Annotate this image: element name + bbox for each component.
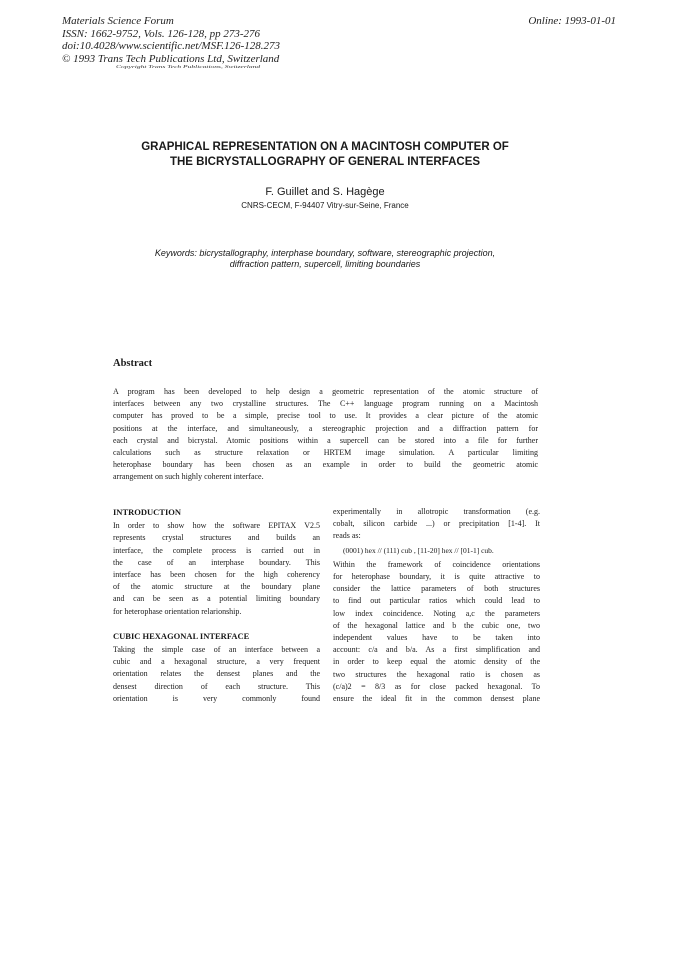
body-line: experimentally in allotropic transformation (e.g. [333, 507, 540, 516]
body-line: (c/a)2 = 8/3 as for close packed hexagonal. To [333, 681, 540, 691]
body-line: for heterophase boundary, it is quite attractive to [333, 572, 540, 582]
body-line: the case of an interphase boundary. This [113, 557, 320, 567]
body-line: two structures the hexagonal ratio is chosen as [333, 669, 540, 679]
authors: F. Guillet and S. Hagège [265, 186, 385, 198]
body-line: Within the framework of coincidence orientations [333, 559, 540, 569]
title-line-2: THE BICRYSTALLOGRAPHY OF GENERAL INTERFACES [169, 156, 481, 168]
body-line: In order to show how the software EPITAX V2.5 [113, 521, 320, 531]
journal-issn: ISSN: 1662-9752, Vols. 126-128, pp 273-276 [62, 27, 260, 40]
abstract-line: positions at the interface, and simultaneously, a stereographic projection and a diffraction pattern for [113, 423, 538, 433]
abstract-heading: Abstract [113, 358, 153, 369]
copyright-stamp: Copyright Trans Tech Publications, Switzerland [116, 64, 261, 69]
abstract-line: interfaces between any two crystalline structures. The C++ language program running on a Macintosh [113, 399, 538, 409]
journal-header [62, 15, 280, 65]
keywords-line-2: diffraction pattern, supercell, limiting boundaries [229, 259, 421, 269]
body-line: consider the lattice parameters of both structures [333, 584, 540, 594]
body-line: of the hexagonal lattice and b the cubic one, two [333, 620, 540, 630]
orientation-equation: (0001) hex // (111) cub , [11-20] hex // [01-1] cub. [343, 545, 494, 555]
section-gap [113, 618, 320, 630]
journal-doi[interactable]: doi:10.4028/www.scientific.net/MSF.126-128.273 [62, 40, 281, 52]
body-line: reads as: [333, 531, 361, 541]
body-line: ensure the ideal fit in the common densest plane [333, 694, 540, 704]
abstract-line: calculations such as structure relaxation or HRTEM image simulation. A particular limiting [113, 448, 538, 458]
body-line: orientation relates the densest planes and the [113, 669, 320, 679]
abstract-line: A program has been developed to help design a geometric representation of the atomic structure of [113, 387, 538, 396]
body-line: represents crystal structures and builds an [113, 533, 320, 543]
section-heading-introduction: INTRODUCTION [113, 507, 182, 517]
body-line: for heterophase orientation relarionship. [113, 606, 242, 616]
body-line: account: c/a and b/a. As a first simplification and [333, 645, 540, 655]
body-line: Taking the simple case of an interface between a [113, 645, 320, 655]
abstract-body [113, 386, 538, 484]
body-line: in order to keep equal the atomic density of the [333, 657, 540, 667]
section-heading-cubic-hexagonal: CUBIC HEXAGONAL INTERFACE [113, 630, 250, 641]
body-line: of the atomic structure at the boundary plane [113, 582, 320, 592]
online-date: Online: 1993-01-01 [528, 15, 616, 27]
affiliation: CNRS-CECM, F-94407 Vitry-sur-Seine, France [241, 201, 409, 210]
title-line-1: GRAPHICAL REPRESENTATION ON A MACINTOSH COMPUTER OF [141, 141, 509, 153]
abstract-line: heterophase boundary has been chosen as an example in order to build the geometric atomic [113, 460, 538, 470]
body-line: low index coincidence. Noting a,c the parameters [333, 608, 540, 618]
body-line: and can be seen as a potential limiting boundary [113, 594, 320, 604]
body-line: densest direction of each structure. This [113, 681, 320, 691]
keywords [120, 248, 530, 270]
body-line: independent values have to be taken into [333, 633, 540, 643]
right-column [333, 506, 540, 705]
body-line: to find out particular ratios which could lead to [333, 596, 540, 606]
left-column [113, 506, 320, 705]
body-line: interface has been chosen for the high coherency [113, 570, 320, 580]
abstract-line: each crystal and bicrystal. Atomic positions within a supercell can be stored into a file for further [113, 435, 538, 445]
journal-publisher: © 1993 Trans Tech Publications Ltd, Switzerland [62, 52, 280, 65]
keywords-line-1: Keywords: bicrystallography, interphase boundary, software, stereographic projection, [154, 248, 496, 258]
body-line: cobalt, silicon carbide ...) or precipitation [1-4]. It [333, 519, 540, 529]
abstract-line: arrangement on such highly coherent interface. [113, 472, 264, 482]
abstract-line: computer has proved to be a simple, precise tool to use. It provides a clear picture of the atomic [113, 411, 538, 421]
body-line: cubic and a hexagonal structure, a very frequent [113, 657, 320, 667]
paper-title [100, 140, 550, 170]
body-line: interface, the complete process is carried out in [113, 545, 320, 555]
journal-name: Materials Science Forum [62, 15, 174, 27]
body-line: orientation is very commonly found [113, 693, 320, 703]
